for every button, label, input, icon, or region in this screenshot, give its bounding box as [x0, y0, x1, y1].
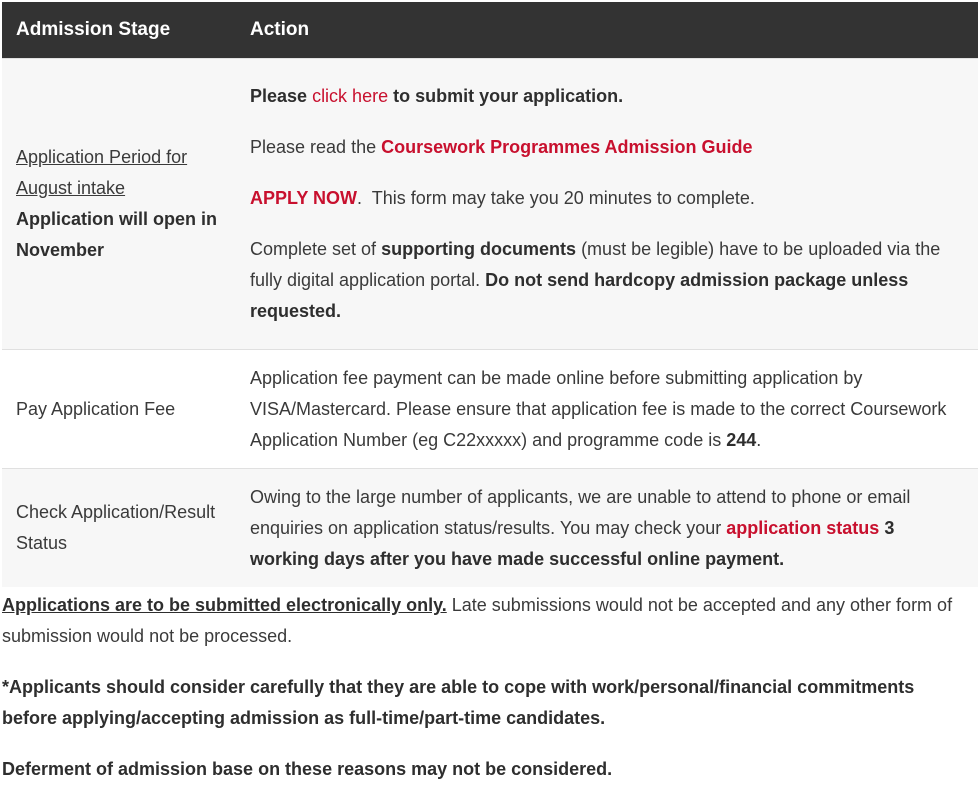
table-row: [2, 350, 978, 469]
admission-table: [2, 2, 978, 587]
docs-text-d: Do not send hardcopy admission package unless requested.: [250, 270, 909, 321]
docs-text-a: Complete set of: [250, 239, 382, 259]
guide-paragraph: [250, 132, 964, 163]
application-status-link[interactable]: application status: [726, 517, 880, 538]
fee-text: Application fee payment can be made online before submitting application by VISA/Mastercard. Please ensure that application fee is made to the correct Coursework Application Number (eg C22xxxxx) and programme code is: [250, 367, 947, 450]
guide-prefix: Please read the: [250, 137, 382, 157]
submit-suffix: to submit your application.: [388, 86, 624, 106]
notes-section: [2, 590, 972, 805]
note-commitments: *Applicants should consider carefully that they are able to cope with work/personal/financial commitments before applying/accepting admission as full-time/part-time candidates.: [2, 677, 915, 728]
docs-text-c: (must be legible) have to be uploaded via the fully digital application portal.: [250, 239, 941, 290]
note-deferment: Deferment of admission base on these reasons may not be considered.: [2, 759, 613, 779]
apply-suffix: . This form may take you 20 minutes to complete.: [357, 188, 755, 208]
apply-paragraph: [250, 183, 964, 214]
stage-cell: Pay Application Fee: [2, 350, 236, 469]
table-row: [2, 469, 978, 588]
application-period-link[interactable]: Application Period for August intake: [16, 147, 188, 198]
application-open-note: Application will open in November: [16, 209, 217, 260]
apply-now-link[interactable]: APPLY NOW: [250, 188, 358, 208]
status-bold-text: 3 working days after you have made successful online payment.: [250, 517, 895, 569]
action-cell: [236, 469, 978, 588]
click-here-link[interactable]: click here: [312, 86, 389, 106]
action-cell: [236, 350, 978, 469]
submit-prefix: Please: [250, 86, 313, 106]
table-row: [2, 59, 978, 350]
table-header-row: [2, 2, 978, 59]
header-admission-stage: Admission Stage: [2, 2, 236, 59]
note-electronic-underlined: Applications are to be submitted electronically only.: [2, 595, 447, 615]
admission-guide-link[interactable]: Coursework Programmes Admission Guide: [381, 137, 753, 157]
documents-paragraph: [250, 234, 964, 327]
header-action: Action: [236, 2, 978, 59]
programme-code: 244: [726, 429, 757, 450]
docs-text-b: supporting documents: [381, 239, 577, 259]
submit-paragraph: [250, 81, 964, 112]
note-electronic-rest: Late submissions would not be accepted and any other form of submission would not be processed.: [2, 595, 953, 646]
stage-cell: Check Application/Result Status: [2, 469, 236, 588]
fee-text-end: .: [756, 429, 762, 450]
note-electronic: [2, 590, 972, 652]
status-text: Owing to the large number of applicants, we are unable to attend to phone or email enquiries on application status/results. You may check your: [250, 486, 911, 538]
stage-cell: [2, 59, 236, 350]
action-cell: [236, 59, 978, 350]
